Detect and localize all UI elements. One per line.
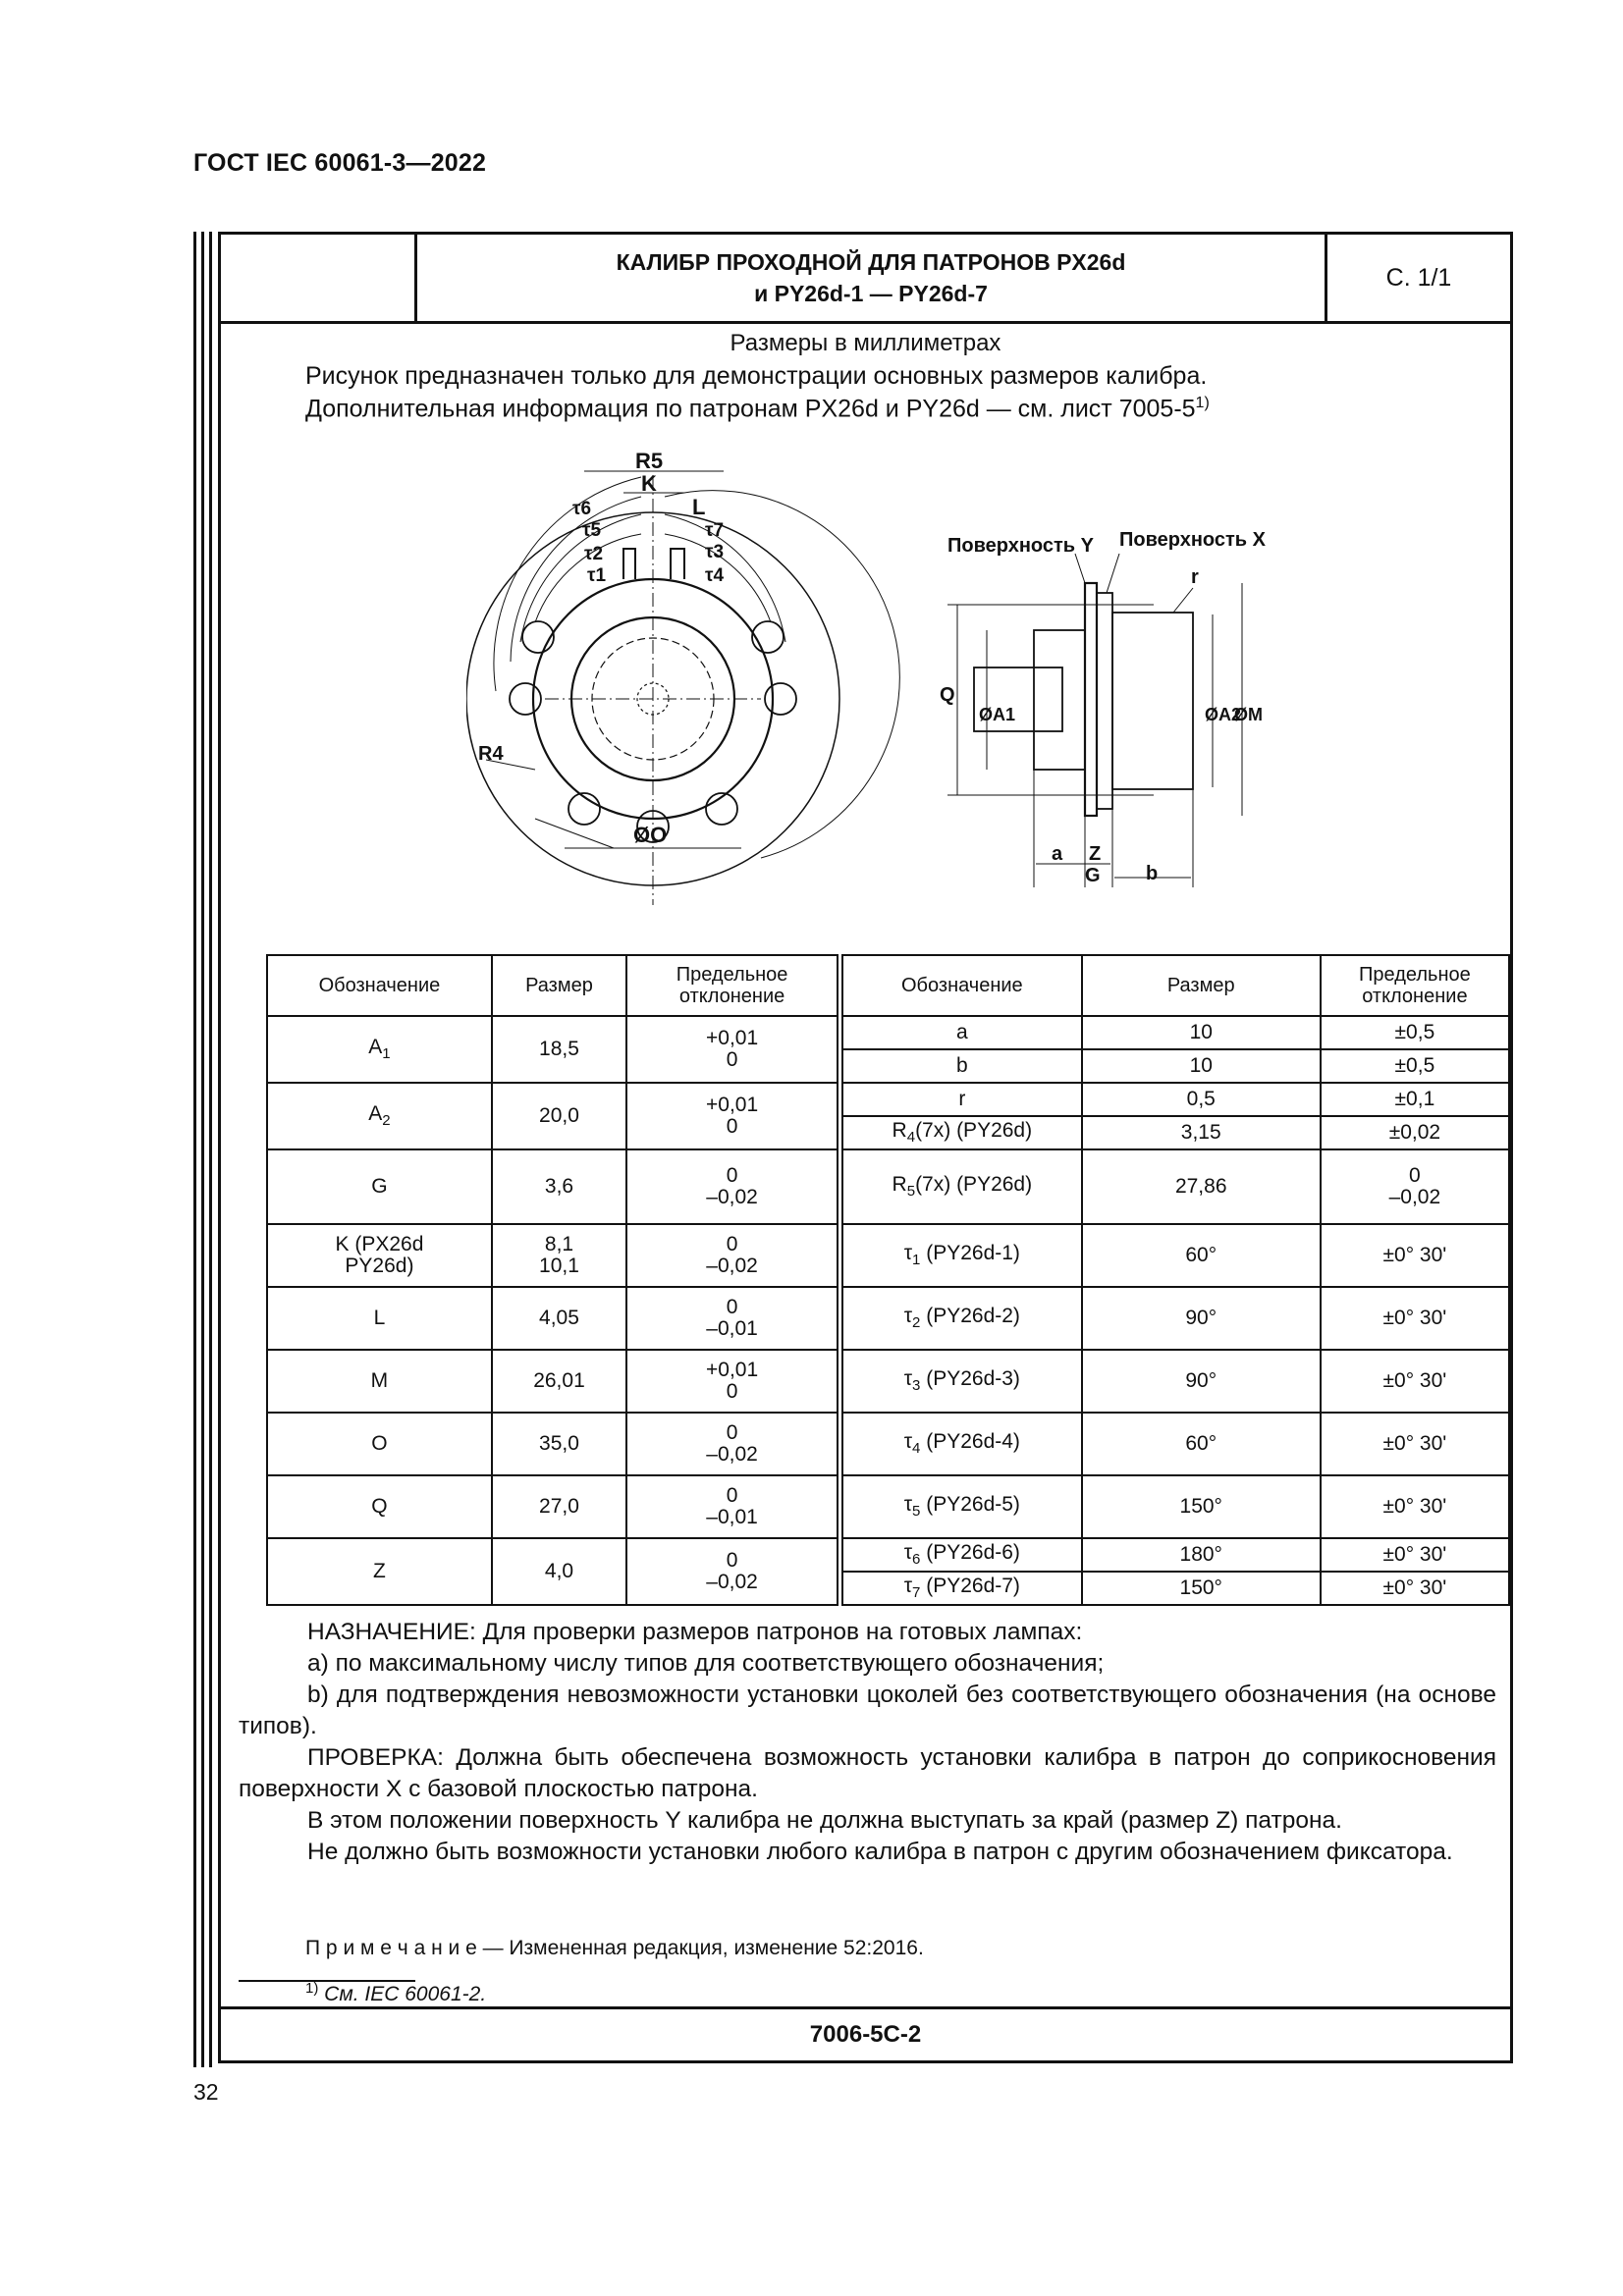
column-header: Размер <box>1082 955 1321 1016</box>
designation-cell: $R_4(7x)$ (PY26d) <box>842 1116 1082 1149</box>
purpose-paragraph: НАЗНАЧЕНИЕ: Для проверки размеров патронов на готовых лампах: <box>307 1619 1083 1645</box>
table-body <box>267 955 1509 1605</box>
label-t6: τ6 <box>572 499 592 519</box>
tolerance-cell: ±0,5 <box>1321 1016 1509 1049</box>
tolerance-cell: ±0,02 <box>1321 1116 1509 1149</box>
size-cell: 35,0 <box>492 1413 626 1475</box>
label-R5: R5 <box>635 449 664 473</box>
gauge-drawing <box>466 436 1497 917</box>
tolerance-cell: 0 –0,02 <box>626 1224 838 1287</box>
size-cell: 90° <box>1082 1287 1321 1350</box>
table-row <box>267 1413 1509 1475</box>
designation-cell: $\tau_5$ (PY26d-5) <box>842 1475 1082 1538</box>
size-cell: 3,15 <box>1082 1116 1321 1149</box>
size-cell: 4,0 <box>492 1538 626 1605</box>
label-O: ØO <box>633 823 668 847</box>
body-text <box>239 1617 1496 1868</box>
table-row <box>267 1475 1509 1538</box>
size-cell: 0,5 <box>1082 1083 1321 1116</box>
dimensions-table <box>266 954 1510 1606</box>
designation-cell: $\tau_6$ (PY26d-6) <box>842 1538 1082 1572</box>
designation-cell: Q <box>267 1475 492 1538</box>
designation-cell: $\tau_2$ (PY26d-2) <box>842 1287 1082 1350</box>
tolerance-cell: +0,01 0 <box>626 1350 838 1413</box>
table-row <box>267 1350 1509 1413</box>
column-header: Предельное отклонение <box>1321 955 1509 1016</box>
size-cell: 4,05 <box>492 1287 626 1350</box>
tolerance-cell: ±0° 30' <box>1321 1224 1509 1287</box>
binding-line <box>193 232 196 2067</box>
tolerance-cell: ±0° 30' <box>1321 1475 1509 1538</box>
title-row <box>221 235 1510 324</box>
check-paragraph: ПРОВЕРКА: Должна быть обеспечена возможность установки калибра в патрон до соприкосновения поверхности X с базовой плоскостью патрона. <box>239 1744 1496 1802</box>
label-L: L <box>692 495 706 519</box>
purpose-item-b: b) для подтверждения невозможности установки цоколей без соответствующего обозначения (на основе типов). <box>239 1682 1496 1739</box>
tolerance-cell: ±0° 30' <box>1321 1287 1509 1350</box>
column-header: Обозначение <box>842 955 1082 1016</box>
designation-cell: $\tau_7$ (PY26d-7) <box>842 1572 1082 1605</box>
size-cell: 60° <box>1082 1413 1321 1475</box>
label-Z: Z <box>1089 843 1102 865</box>
designation-cell: Z <box>267 1538 492 1605</box>
table-row <box>267 1016 1509 1049</box>
label-surface-X: Поверхность X <box>1119 529 1266 551</box>
page-number: 32 <box>193 2079 219 2105</box>
size-cell: 180° <box>1082 1538 1321 1572</box>
title-blank-cell <box>221 235 417 321</box>
table-row <box>267 1538 1509 1572</box>
designation-cell: M <box>267 1350 492 1413</box>
standard-header: ГОСТ IEC 60061-3—2022 <box>193 149 487 177</box>
tolerance-cell: 0 –0,01 <box>626 1475 838 1538</box>
binding-line <box>209 232 212 2067</box>
sheet-page: С. 1/1 <box>1385 263 1452 292</box>
table-row <box>267 1083 1509 1116</box>
size-cell: 90° <box>1082 1350 1321 1413</box>
front-view <box>466 471 899 905</box>
label-t2: τ2 <box>584 544 604 564</box>
size-cell: 10 <box>1082 1016 1321 1049</box>
designation-cell: K (PX26d PY26d) <box>267 1224 492 1287</box>
column-header: Предельное отклонение <box>626 955 838 1016</box>
label-Q: Q <box>940 684 955 706</box>
label-A2: ØA2 <box>1205 705 1242 724</box>
tolerance-cell: +0,01 0 <box>626 1083 838 1149</box>
tolerance-cell: 0 –0,02 <box>1321 1149 1509 1224</box>
sheet-title-line2: и PY26d-1 — PY26d-7 <box>754 281 988 306</box>
label-A1: ØA1 <box>979 705 1016 724</box>
label-G: G <box>1085 865 1101 886</box>
label-t5: τ5 <box>582 520 602 541</box>
label-R4: R4 <box>478 743 504 765</box>
sheet-frame <box>218 232 1513 2063</box>
designation-cell: b <box>842 1049 1082 1083</box>
designation-cell: a <box>842 1016 1082 1049</box>
tolerance-cell: 0 –0,02 <box>626 1149 838 1224</box>
designation-cell: O <box>267 1413 492 1475</box>
units-note: Размеры в миллиметрах <box>730 330 1001 356</box>
label-K: K <box>641 471 657 496</box>
designation-cell: $A_1$ <box>267 1016 492 1083</box>
size-cell: 8,1 10,1 <box>492 1224 626 1287</box>
column-header: Обозначение <box>267 955 492 1016</box>
tolerance-cell: ±0° 30' <box>1321 1413 1509 1475</box>
note: П р и м е ч а н и е — Измененная редакция, изменение 52:2016. <box>305 1937 924 1959</box>
size-cell: 3,6 <box>492 1149 626 1224</box>
designation-cell: $A_2$ <box>267 1083 492 1149</box>
check-other-gauge: Не должно быть возможности установки любого калибра в патрон с другим обозначением фиксатора. <box>307 1839 1453 1865</box>
table-row <box>267 1224 1509 1287</box>
label-t3: τ3 <box>705 542 725 562</box>
tolerance-cell: 0 –0,01 <box>626 1287 838 1350</box>
sheet-number: 7006-5С-2 <box>221 2006 1510 2060</box>
designation-cell: G <box>267 1149 492 1224</box>
purpose-item-a: a) по максимальному числу типов для соответствующего обозначения; <box>307 1650 1105 1677</box>
size-cell: 26,01 <box>492 1350 626 1413</box>
tolerance-cell: +0,01 0 <box>626 1016 838 1083</box>
sheet-title <box>417 235 1327 321</box>
label-t1: τ1 <box>587 565 607 586</box>
designation-cell: $\tau_3$ (PY26d-3) <box>842 1350 1082 1413</box>
label-t4: τ4 <box>705 565 725 586</box>
label-a: a <box>1052 843 1063 865</box>
table-row <box>267 1149 1509 1224</box>
size-cell: 150° <box>1082 1572 1321 1605</box>
designation-cell: $\tau_4$ (PY26d-4) <box>842 1413 1082 1475</box>
size-cell: 150° <box>1082 1475 1321 1538</box>
label-r: r <box>1191 566 1199 588</box>
intro-line1: Рисунок предназначен только для демонстрации основных размеров калибра. <box>305 362 1208 390</box>
tolerance-cell: ±0,1 <box>1321 1083 1509 1116</box>
size-cell: 27,86 <box>1082 1149 1321 1224</box>
table-row <box>267 1287 1509 1350</box>
designation-cell: $R_5(7x)$ (PY26d) <box>842 1149 1082 1224</box>
tolerance-cell: ±0,5 <box>1321 1049 1509 1083</box>
footnote: $^{1)}$ См. IEC 60061-2. <box>305 1980 487 2005</box>
size-cell: 27,0 <box>492 1475 626 1538</box>
label-surface-Y: Поверхность Y <box>947 535 1094 557</box>
tolerance-cell: 0 –0,02 <box>626 1413 838 1475</box>
designation-cell: $\tau_1$ (PY26d-1) <box>842 1224 1082 1287</box>
tolerance-cell: ±0° 30' <box>1321 1538 1509 1572</box>
size-cell: 20,0 <box>492 1083 626 1149</box>
designation-cell: r <box>842 1083 1082 1116</box>
tolerance-cell: 0 –0,02 <box>626 1538 838 1605</box>
size-cell: 60° <box>1082 1224 1321 1287</box>
intro-line2: Дополнительная информация по патронам PX26d и PY26d — см. лист 7005-5$^{1)}$ <box>305 395 1210 423</box>
table-header-row <box>267 955 1509 1016</box>
label-t7: τ7 <box>705 520 725 541</box>
column-header: Размер <box>492 955 626 1016</box>
size-cell: 18,5 <box>492 1016 626 1083</box>
check-surface-y: В этом положении поверхность Y калибра не должна выступать за край (размер Z) патрона. <box>307 1807 1342 1834</box>
designation-cell: L <box>267 1287 492 1350</box>
label-b: b <box>1146 863 1159 884</box>
binding-line <box>201 232 204 2067</box>
label-M: ØM <box>1234 705 1263 724</box>
size-cell: 10 <box>1082 1049 1321 1083</box>
sheet-title-line1: КАЛИБР ПРОХОДНОЙ ДЛЯ ПАТРОНОВ PX26d <box>616 249 1126 275</box>
tolerance-cell: ±0° 30' <box>1321 1350 1509 1413</box>
tolerance-cell: ±0° 30' <box>1321 1572 1509 1605</box>
